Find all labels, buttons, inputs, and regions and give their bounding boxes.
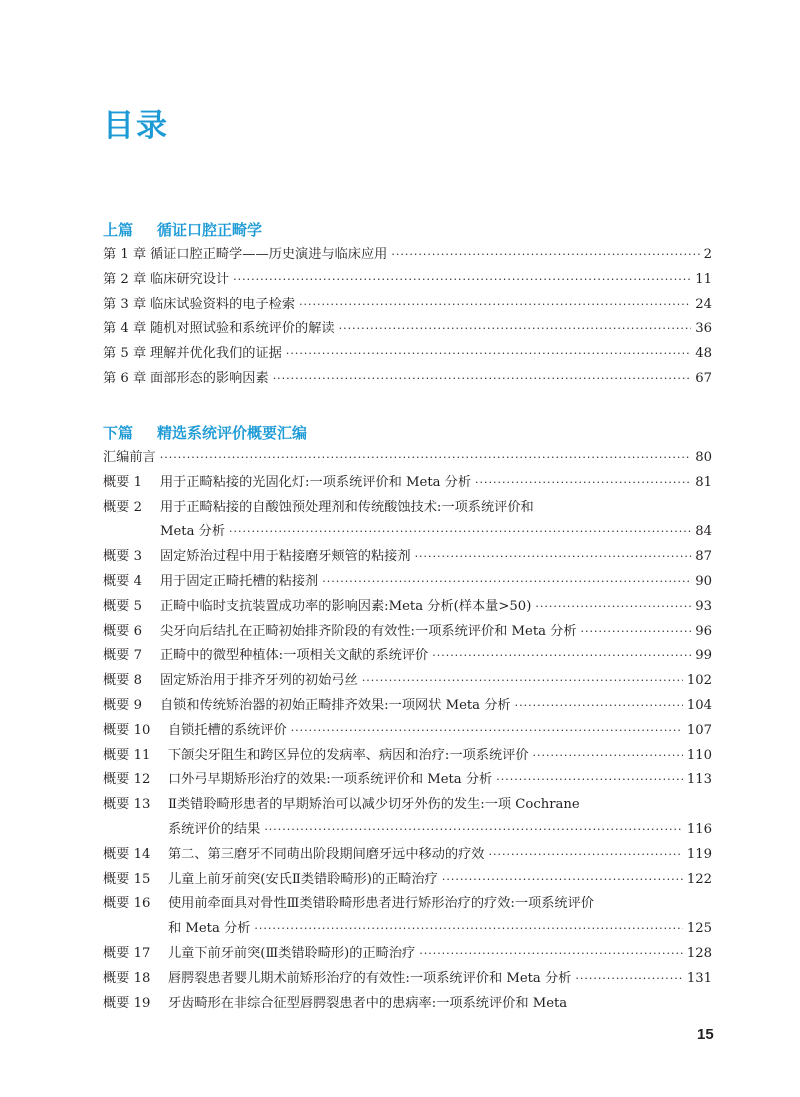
entry-page: 107 xyxy=(686,722,712,738)
entry-title: 临床研究设计 xyxy=(150,271,230,287)
dot-leader xyxy=(254,917,682,942)
entry-title: 下颌尖牙阻生和跨区异位的发病率、病因和治疗:一项系统评价 xyxy=(168,747,529,763)
toc-entry[interactable] xyxy=(103,620,712,645)
dot-leader xyxy=(339,317,692,342)
toc-entry[interactable] xyxy=(103,570,712,595)
entry-page: 119 xyxy=(686,846,712,862)
entry-page: 116 xyxy=(686,821,712,837)
entry-label: 概要 18 xyxy=(103,970,151,986)
entry-label: 第 4 章 xyxy=(103,321,147,337)
entry-page: 36 xyxy=(695,321,712,337)
toc-entry[interactable] xyxy=(103,967,712,992)
dot-leader xyxy=(264,818,683,843)
entry-label: 概要 5 xyxy=(103,598,142,614)
section-title: 精选系统评价概要汇编 xyxy=(157,424,308,442)
entry-title: 唇腭裂患者婴儿期术前矫形治疗的有效性:一项系统评价和 Meta 分析 xyxy=(168,970,572,986)
entry-label: 概要 17 xyxy=(103,945,151,961)
entry-title: 系统评价的结果 xyxy=(168,821,261,837)
toc-entry[interactable] xyxy=(103,942,712,967)
toc-entry[interactable] xyxy=(103,446,712,471)
entry-title: 自锁和传统矫治器的初始正畸排齐效果:一项网状 Meta 分析 xyxy=(160,697,511,713)
dot-leader xyxy=(535,595,691,620)
toc-entry[interactable] xyxy=(103,868,712,893)
toc-entry[interactable] xyxy=(103,843,712,868)
entry-label: 概要 11 xyxy=(103,747,151,763)
page-title: 目录 xyxy=(103,108,169,144)
entry-title: 尖牙向后结扎在正畸初始排齐阶段的有效性:一项系统评价和 Meta 分析 xyxy=(160,623,577,639)
dot-leader xyxy=(229,520,691,545)
entry-page: 84 xyxy=(695,524,712,540)
section-heading xyxy=(103,421,712,445)
dot-leader xyxy=(432,644,691,669)
entry-page: 24 xyxy=(695,296,712,312)
toc-entry[interactable] xyxy=(103,917,712,942)
toc-entry[interactable] xyxy=(103,793,712,818)
entry-title: 牙齿畸形在非综合征型唇腭裂患者中的患病率:一项系统评价和 Meta xyxy=(168,995,568,1011)
entry-page: 81 xyxy=(695,474,712,490)
toc-entry[interactable] xyxy=(103,520,712,545)
entry-title: 儿童下前牙前突(Ⅲ类错聆畸形)的正畸治疗 xyxy=(168,945,416,961)
section-part-label: 上篇 xyxy=(103,221,134,239)
entry-title: 用于正畸粘接的光固化灯:一项系统评价和 Meta 分析 xyxy=(160,474,472,490)
toc-entry[interactable] xyxy=(103,293,712,318)
entry-title: Ⅱ类错聆畸形患者的早期矫治可以减少切牙外伤的发生:一项 Cochrane xyxy=(168,797,580,813)
entry-label: 概要 6 xyxy=(103,623,142,639)
entry-page: 113 xyxy=(686,772,712,788)
toc-entry[interactable] xyxy=(103,892,712,917)
entry-page: 102 xyxy=(686,673,712,689)
entry-label: 概要 16 xyxy=(103,896,151,912)
section-title: 循证口腔正畸学 xyxy=(157,221,263,239)
toc-section-part1 xyxy=(103,218,712,392)
entry-title: 用于正畸粘接的自酸蚀预处理剂和传统酸蚀技术:一项系统评价和 xyxy=(160,499,534,515)
toc-entry[interactable] xyxy=(103,268,712,293)
dot-leader xyxy=(575,967,682,992)
dot-leader xyxy=(533,744,683,769)
entry-label: 概要 10 xyxy=(103,722,151,738)
dot-leader xyxy=(442,868,683,893)
entry-title: 第二、第三磨牙不同萌出阶段期间磨牙远中移动的疗效 xyxy=(168,846,485,862)
entry-label: 概要 7 xyxy=(103,648,142,664)
entry-title: 固定矫治过程中用于粘接磨牙颊管的粘接剂 xyxy=(160,549,411,565)
toc-entry[interactable] xyxy=(103,719,712,744)
toc-entry[interactable] xyxy=(103,992,712,1017)
dot-leader xyxy=(160,446,691,471)
entry-label: 第 3 章 xyxy=(103,296,147,312)
entry-label: 第 6 章 xyxy=(103,370,147,386)
toc-entry[interactable] xyxy=(103,768,712,793)
entry-title: 固定矫治用于排齐牙列的初始弓丝 xyxy=(160,673,358,689)
toc-entry[interactable] xyxy=(103,243,712,268)
entry-page: 90 xyxy=(695,573,712,589)
entry-label: 概要 8 xyxy=(103,673,142,689)
entry-page: 11 xyxy=(695,271,712,287)
entry-page: 2 xyxy=(703,247,712,262)
entry-label: 概要 3 xyxy=(103,549,142,565)
section-part-label: 下篇 xyxy=(103,424,134,442)
entry-page: 96 xyxy=(695,623,712,639)
dot-leader xyxy=(322,570,691,595)
entry-title: 循证口腔正畸学——历史演进与临床应用 xyxy=(150,247,388,262)
toc-entry[interactable] xyxy=(103,669,712,694)
dot-leader xyxy=(496,768,683,793)
entry-page: 128 xyxy=(686,945,712,961)
entry-title: 用于固定正畸托槽的粘接剂 xyxy=(160,573,319,589)
entry-page: 93 xyxy=(695,598,712,614)
entry-title: 理解并优化我们的证据 xyxy=(150,346,282,362)
toc-entry[interactable] xyxy=(103,818,712,843)
entry-title: Meta 分析 xyxy=(160,524,226,540)
toc-entry[interactable] xyxy=(103,644,712,669)
dot-leader xyxy=(475,471,691,496)
dot-leader xyxy=(273,367,692,392)
entry-title: 口外弓早期矫形治疗的效果:一项系统评价和 Meta 分析 xyxy=(168,772,493,788)
entry-label: 概要 19 xyxy=(103,995,151,1011)
entry-label: 第 2 章 xyxy=(103,271,147,287)
entry-page: 87 xyxy=(695,549,712,565)
section-heading xyxy=(103,218,712,242)
entry-title: 汇编前言 xyxy=(103,450,156,465)
toc-section-part2 xyxy=(103,421,712,1016)
entry-page: 131 xyxy=(686,970,712,986)
dot-leader xyxy=(286,342,691,367)
entry-title: 使用前牵面具对骨性Ⅲ类错聆畸形患者进行矫形治疗的疗效:一项系统评价 xyxy=(168,896,594,912)
entry-title: 面部形态的影响因素 xyxy=(150,370,269,386)
toc-entry[interactable] xyxy=(103,342,712,367)
entry-label: 概要 12 xyxy=(103,772,151,788)
entry-title: 自锁托槽的系统评价 xyxy=(168,722,287,738)
entry-title: 正畸中临时支抗装置成功率的影响因素:Meta 分析(样本量>50) xyxy=(160,598,532,614)
page-number: 15 xyxy=(697,1026,714,1043)
entry-label: 第 1 章 xyxy=(103,247,147,262)
entry-page: 125 xyxy=(686,921,712,937)
toc-entry[interactable] xyxy=(103,744,712,769)
dot-leader xyxy=(415,545,692,570)
toc-entry[interactable] xyxy=(103,367,712,392)
toc-entry[interactable] xyxy=(103,317,712,342)
entry-page: 122 xyxy=(686,871,712,887)
dot-leader xyxy=(489,843,683,868)
entry-title: 临床试验资料的电子检索 xyxy=(150,296,296,312)
entry-title: 和 Meta 分析 xyxy=(168,921,251,937)
entry-page: 80 xyxy=(695,450,712,465)
entry-page: 67 xyxy=(695,370,712,386)
dot-leader xyxy=(291,719,683,744)
dot-leader xyxy=(515,694,683,719)
entry-page: 104 xyxy=(686,697,712,713)
toc-entry[interactable] xyxy=(103,694,712,719)
entry-label: 第 5 章 xyxy=(103,346,147,362)
toc-entry[interactable] xyxy=(103,545,712,570)
entry-title: 正畸中的微型种植体:一项相关文献的系统评价 xyxy=(160,648,429,664)
dot-leader xyxy=(299,293,691,318)
entry-label: 概要 14 xyxy=(103,846,151,862)
entry-title: 随机对照试验和系统评价的解读 xyxy=(150,321,335,337)
entry-label: 概要 15 xyxy=(103,871,151,887)
dot-leader xyxy=(391,243,699,268)
dot-leader xyxy=(362,669,683,694)
entry-title: 儿童上前牙前突(安氏Ⅱ类错聆畸形)的正畸治疗 xyxy=(168,871,438,887)
entry-label: 概要 1 xyxy=(103,474,142,490)
entry-page: 48 xyxy=(695,346,712,362)
toc-entry[interactable] xyxy=(103,595,712,620)
entry-label: 概要 9 xyxy=(103,697,142,713)
dot-leader xyxy=(581,620,692,645)
dot-leader xyxy=(233,268,691,293)
dot-leader xyxy=(419,942,683,967)
entry-label: 概要 4 xyxy=(103,573,142,589)
entry-label: 概要 2 xyxy=(103,499,142,515)
toc-entry[interactable] xyxy=(103,496,712,521)
entry-page: 99 xyxy=(695,648,712,664)
toc-entry[interactable] xyxy=(103,471,712,496)
entry-label: 概要 13 xyxy=(103,797,151,813)
entry-page: 110 xyxy=(686,747,712,763)
